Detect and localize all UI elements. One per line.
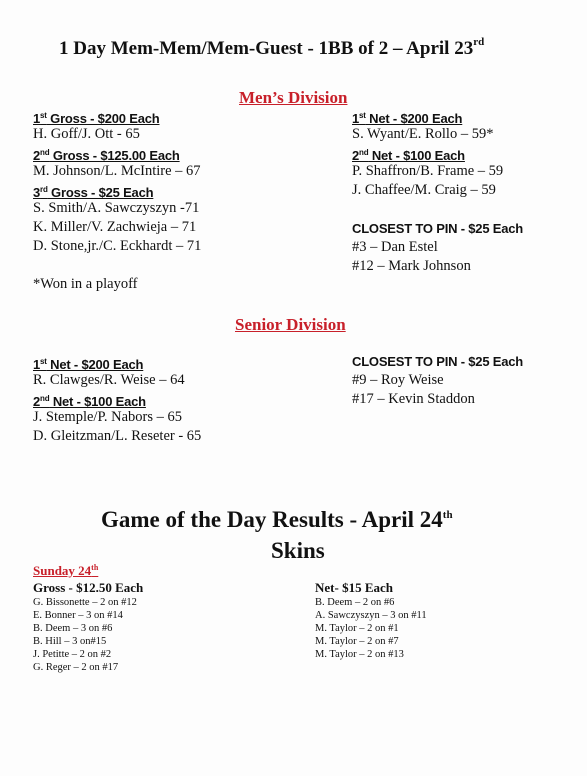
- hdr-sup: st: [40, 357, 47, 366]
- hdr-text: Net - $100 Each: [49, 394, 146, 409]
- hdr-num: 2: [352, 148, 360, 163]
- hdr-sup: nd: [40, 148, 50, 157]
- mens-1st-net-header: [352, 107, 503, 125]
- game-title-text: Game of the Day Results - April 24: [101, 507, 443, 532]
- mens-3rd-gross-line-3: D. Stone,jr./C. Eckhardt – 71: [33, 238, 202, 254]
- mens-right-column: [352, 107, 503, 200]
- mens-ctp-line-2: #12 – Mark Johnson: [352, 258, 471, 274]
- hdr-num: 1: [33, 357, 41, 372]
- sunday-heading-sup: th: [91, 563, 99, 572]
- game-title: [101, 507, 453, 533]
- mens-1st-gross-header: [33, 107, 201, 125]
- page-title-text: 1 Day Mem-Mem/Mem-Guest - 1BB of 2 – April 23: [59, 38, 474, 59]
- mens-ctp-line-1: #3 – Dan Estel: [352, 239, 438, 255]
- net-skins-list: [315, 596, 427, 661]
- hdr-sup: nd: [359, 148, 369, 157]
- hdr-sup: rd: [40, 185, 48, 194]
- hdr-text: Gross - $25 Each: [47, 185, 154, 200]
- sunday-heading-text: Sunday 24: [33, 563, 92, 578]
- list-item: E. Bonner – 3 on #14: [33, 610, 123, 621]
- mens-1st-net-line-1: S. Wyant/E. Rollo – 59*: [352, 126, 494, 142]
- senior-2nd-net-header: [33, 390, 201, 408]
- page-title-sup: rd: [473, 36, 485, 48]
- senior-ctp-header: CLOSEST TO PIN - $25 Each: [352, 354, 524, 369]
- senior-ctp-line-1: #9 – Roy Weise: [352, 372, 444, 388]
- hdr-text: Gross - $200 Each: [46, 111, 160, 126]
- mens-3rd-gross-header: [33, 181, 201, 199]
- list-item: J. Petitte – 2 on #2: [33, 649, 112, 660]
- page-title: [59, 36, 484, 60]
- list-item: G. Bissonette – 2 on #12: [33, 597, 137, 608]
- hdr-sup: nd: [40, 394, 50, 403]
- mens-2nd-net-header: [352, 144, 503, 162]
- mens-2nd-net-line-2: J. Chaffee/M. Craig – 59: [352, 182, 496, 198]
- game-title-sup: th: [442, 509, 453, 521]
- list-item: M. Taylor – 2 on #7: [315, 636, 399, 647]
- mens-3rd-gross-line-2: K. Miller/V. Zachwieja – 71: [33, 219, 197, 235]
- list-item: B. Deem – 2 on #6: [315, 597, 395, 608]
- mens-3rd-gross-line-1: S. Smith/A. Sawczyszyn -71: [33, 200, 200, 216]
- list-item: A. Sawczyszyn – 3 on #11: [315, 610, 427, 621]
- sunday-heading: [33, 563, 98, 579]
- mens-2nd-gross-header: [33, 144, 201, 162]
- hdr-num: 2: [33, 148, 41, 163]
- mens-left-column: [33, 107, 201, 256]
- senior-2nd-net-line-1: J. Stemple/P. Nabors – 65: [33, 409, 183, 425]
- game-subtitle: Skins: [271, 538, 325, 563]
- list-item: B. Hill – 3 on#15: [33, 636, 107, 647]
- net-skins-header: Net- $15 Each: [315, 580, 393, 595]
- senior-1st-net-line-1: R. Clawges/R. Weise – 64: [33, 372, 185, 388]
- mens-ctp-column: [352, 220, 523, 276]
- hdr-sup: st: [40, 111, 47, 120]
- mens-2nd-net-line-1: P. Shaffron/B. Frame – 59: [352, 163, 504, 179]
- hdr-text: Net - $100 Each: [368, 148, 465, 163]
- hdr-num: 1: [33, 111, 41, 126]
- senior-1st-net-header: [33, 353, 201, 371]
- mens-2nd-gross-line-1: M. Johnson/L. McIntire – 67: [33, 163, 201, 179]
- list-item: M. Taylor – 2 on #1: [315, 623, 399, 634]
- senior-ctp-line-2: #17 – Kevin Staddon: [352, 391, 475, 407]
- hdr-num: 2: [33, 394, 41, 409]
- hdr-text: Gross - $125.00 Each: [49, 148, 180, 163]
- hdr-num: 1: [352, 111, 360, 126]
- hdr-sup: st: [359, 111, 366, 120]
- senior-ctp-column: [352, 353, 523, 409]
- list-item: B. Deem – 3 on #6: [33, 623, 113, 634]
- mens-division-heading: Men’s Division: [239, 88, 348, 107]
- list-item: M. Taylor – 2 on #13: [315, 649, 404, 660]
- gross-skins-list: [33, 596, 137, 674]
- playoff-note: *Won in a playoff: [33, 276, 138, 292]
- hdr-text: Net - $200 Each: [365, 111, 463, 126]
- senior-division-heading: Senior Division: [235, 315, 346, 334]
- mens-ctp-header: CLOSEST TO PIN - $25 Each: [352, 221, 524, 236]
- senior-left-column: [33, 353, 201, 446]
- senior-2nd-net-line-2: D. Gleitzman/L. Reseter - 65: [33, 428, 202, 444]
- list-item: G. Reger – 2 on #17: [33, 662, 119, 673]
- hdr-num: 3: [33, 185, 41, 200]
- mens-1st-gross-line-1: H. Goff/J. Ott - 65: [33, 126, 140, 142]
- hdr-text: Net - $200 Each: [46, 357, 144, 372]
- gross-skins-header: Gross - $12.50 Each: [33, 580, 144, 595]
